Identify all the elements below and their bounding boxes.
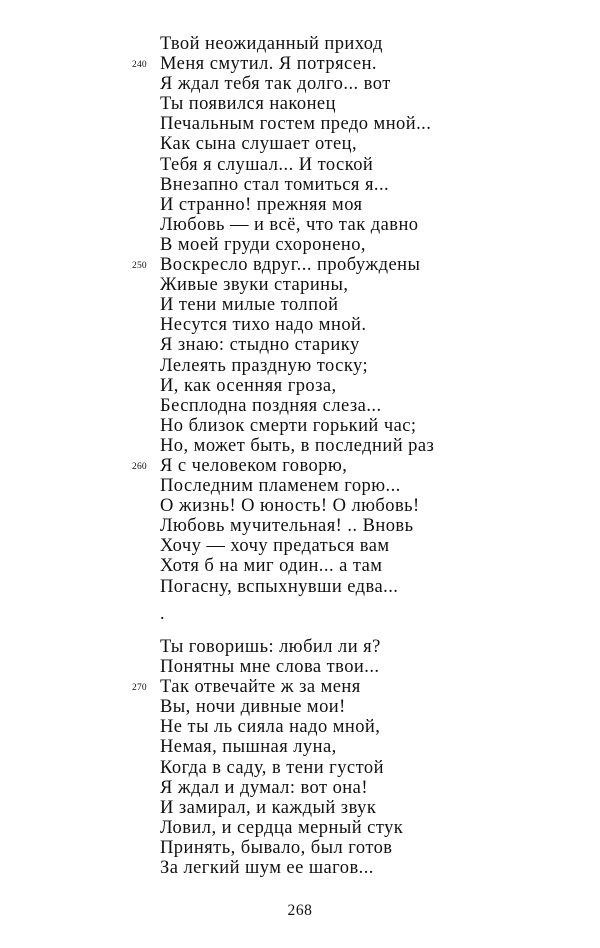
poem-line-text: И странно! прежняя моя: [160, 194, 363, 215]
line-number: 240: [132, 60, 147, 71]
poem-line-text: Ловил, и сердца мерный стук: [160, 817, 404, 838]
poem-line-text: Погасну, вспыхнувши едва...: [160, 576, 399, 597]
poem-line: [160, 356, 580, 376]
poem-line: [160, 134, 580, 154]
poem-line: [160, 376, 580, 396]
poem-line: [160, 818, 580, 838]
poem-line-text: За легкий шум ее шагов...: [160, 858, 374, 879]
poem-line: [160, 195, 580, 215]
poem-line: [160, 34, 580, 54]
poem-line: [160, 94, 580, 114]
poem-line: [132, 677, 580, 698]
poem-line-text: Ты появился наконец: [160, 94, 336, 115]
poem-line-text: Я знаю: стыдно старику: [160, 335, 360, 356]
poem-line: [160, 657, 580, 677]
poem-line-text: И, как осенняя гроза,: [160, 375, 337, 396]
poem-line: [160, 215, 580, 235]
poem-line-text: О жизнь! О юность! О любовь!: [160, 496, 420, 517]
poem-line-text: Не ты ль сияла надо мной,: [160, 717, 381, 738]
poem-line: [160, 235, 580, 255]
poem-line-text: Лелеять праздную тоску;: [160, 355, 369, 376]
poem-line: [132, 455, 580, 476]
poem-line: [160, 496, 580, 516]
poem-line-text: Несутся тихо надо мной.: [160, 315, 367, 336]
poem-line: [160, 577, 580, 597]
poem-line-text: Живые звуки старины,: [160, 275, 349, 296]
poem-line: [160, 858, 580, 878]
poem-stanza-2: [132, 637, 580, 879]
poem-line: [160, 798, 580, 818]
poem-line-text: Меня смутил. Я потрясен.: [160, 54, 378, 75]
poem-line: [160, 275, 580, 295]
poem-line-text: Тебя я слушал... И тоской: [160, 154, 374, 175]
poem-line: [132, 255, 580, 276]
poem-line-text: И тени милые толпой: [160, 295, 339, 316]
poem-line: [160, 697, 580, 717]
poem-line-text: Внезапно стал томиться я...: [160, 174, 390, 195]
poem-line-text: Любовь мучительная! .. Вновь: [160, 516, 414, 537]
poem-stanza-1: [132, 34, 580, 597]
poem-line-text: Хотя б на миг один... а там: [160, 556, 383, 577]
line-number: 260: [132, 461, 147, 472]
poem-line-text: Немая, пышная луна,: [160, 737, 337, 758]
poem-line: [160, 396, 580, 416]
poem-line: [132, 54, 580, 75]
poem-line-text: Я ждал тебя так долго... вот: [160, 74, 391, 95]
poem-line: [160, 556, 580, 576]
poem-line-text: Печальным гостем предо мной...: [160, 114, 432, 135]
poem-line-text: Твой неожиданный приход: [160, 34, 383, 54]
poem-line: [160, 758, 580, 778]
stanza-divider: .: [160, 603, 165, 623]
poem-line: [160, 476, 580, 496]
poem-line-text: Когда в саду, в тени густой: [160, 757, 384, 778]
poem-line-text: Хочу — хочу предаться вам: [160, 536, 390, 557]
poem-line: [160, 838, 580, 858]
poem-line: [160, 175, 580, 195]
poem-line-text: Я с человеком говорю,: [160, 455, 348, 476]
poem-line-text: Так отвечайте ж за меня: [160, 677, 361, 698]
poem-line-text: Я ждал и думал: вот она!: [160, 777, 368, 798]
poem-line-text: Ты говоришь: любил ли я?: [160, 637, 381, 657]
poem-line: [160, 74, 580, 94]
poem-line: [160, 155, 580, 175]
poem-line: [160, 315, 580, 335]
poem-line-text: Бесплодна поздняя слеза...: [160, 395, 382, 416]
poem-line: [160, 436, 580, 456]
poem-line-text: Любовь — и всё, что так давно: [160, 214, 419, 235]
poem-line: [160, 416, 580, 436]
poem-line-text: И замирал, и каждый звук: [160, 797, 377, 818]
poem-line-text: Воскресло вдруг... пробуждены: [160, 255, 421, 276]
poem-line-text: Понятны мне слова твои...: [160, 657, 380, 678]
poem-line-text: Последним пламенем горю...: [160, 476, 401, 497]
poem-line: [160, 516, 580, 536]
line-number: 270: [132, 683, 147, 694]
poem-line-text: Как сына слушает отец,: [160, 134, 358, 155]
poem-line-text: Но, может быть, в последний раз: [160, 435, 435, 456]
poem-line: [160, 778, 580, 798]
poem-line: [160, 737, 580, 757]
poem-line-text: В моей груди схоронено,: [160, 234, 367, 255]
poem-line-text: Принять, бывало, был готов: [160, 837, 393, 858]
poem-line-text: Но близок смерти горький час;: [160, 415, 417, 436]
poem-line: [160, 717, 580, 737]
poem-line: [160, 637, 580, 657]
poem-line-text: Вы, ночи дивные мои!: [160, 697, 346, 718]
poem-line: [160, 295, 580, 315]
page-number: 268: [287, 902, 313, 919]
line-number: 250: [132, 261, 147, 272]
poem-line: [160, 536, 580, 556]
poem-line: [160, 114, 580, 134]
poem-line: [160, 335, 580, 355]
